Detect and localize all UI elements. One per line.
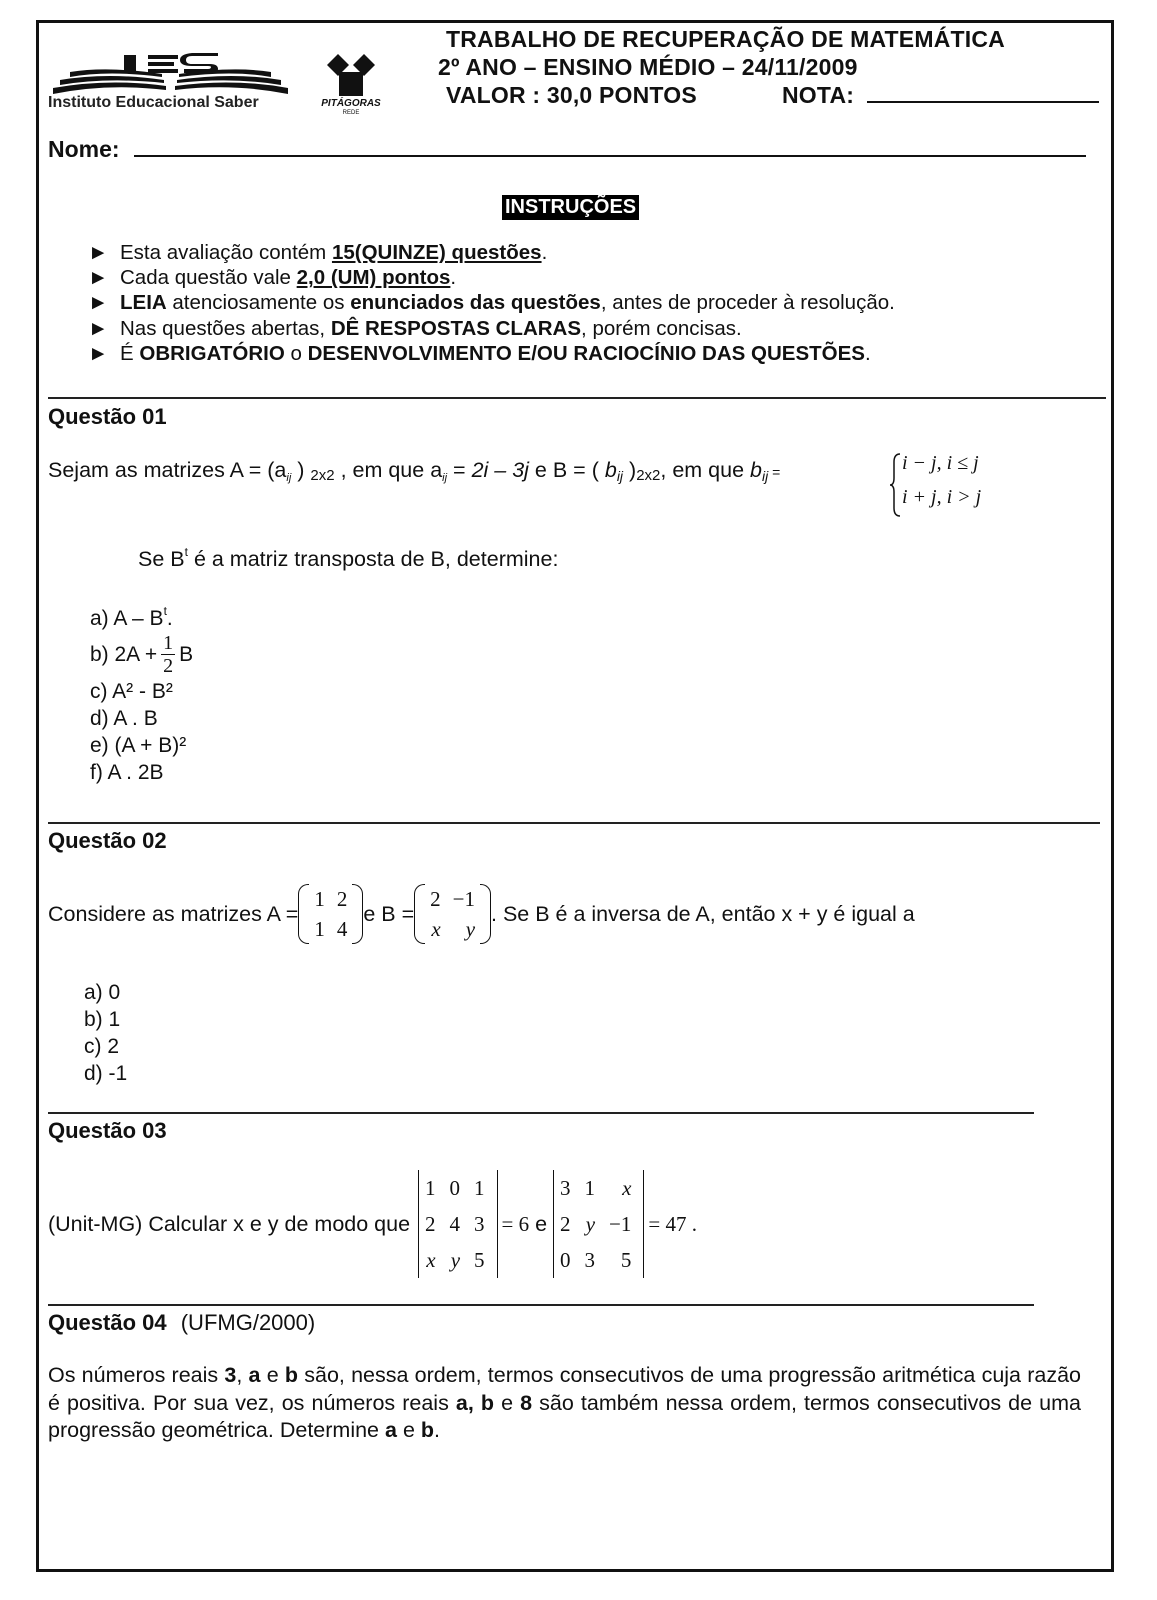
question-01-items (90, 598, 193, 786)
text: , antes de proceder à resolução. (600, 291, 895, 315)
matrix-cell: 3 (474, 1212, 485, 1236)
instruction-item (88, 316, 895, 341)
open-book-icon (48, 50, 293, 100)
subscript: 2x2 (310, 467, 335, 484)
text: , porém concisas. (581, 316, 742, 340)
matrix-cell: 0 (449, 1176, 461, 1200)
question-04-title (48, 1310, 315, 1336)
stmt-text: = (447, 458, 472, 482)
case-1: i − j, i ≤ j (902, 452, 979, 474)
subscript: 2x2 (636, 467, 661, 484)
question-04-label: Questão 04 (48, 1310, 167, 1335)
matrix-cell: 5 (620, 1248, 632, 1272)
subscript: ij (286, 472, 292, 484)
subscript: ij (616, 468, 624, 484)
name-blank[interactable] (134, 155, 1086, 157)
emphasis-text: a (385, 1418, 397, 1442)
bullet-arrow-icon: ► (88, 241, 109, 264)
stmt-text: , em que a (334, 458, 443, 482)
instruction-item (88, 265, 895, 290)
matrix-cell: 3 (584, 1248, 596, 1272)
divider (48, 397, 1106, 399)
matrix-cell: 0 (560, 1248, 571, 1272)
text: Esta avaliação contém (120, 241, 332, 264)
matrix-cell: x (431, 917, 441, 941)
question-02-options (84, 979, 127, 1087)
intro-text: é a matriz transposta de B, determine: (187, 547, 559, 571)
name-field[interactable] (48, 136, 1086, 163)
question-03-title: Questão 03 (48, 1118, 167, 1143)
text: É (120, 341, 140, 365)
b-symbol: b (604, 458, 617, 482)
stmt-text: Sejam as matrizes A = (a (48, 458, 287, 482)
item-c: c) A² - B² (90, 680, 173, 703)
name-label: Nome: (48, 136, 120, 162)
superscript: t (163, 604, 167, 618)
case-2: i + j, i > j (902, 486, 982, 508)
text: . (450, 266, 457, 290)
emphasis-text: a, b (455, 1390, 495, 1415)
matrix-cell: 2 (430, 887, 441, 911)
item-text: . (166, 607, 173, 630)
determinant-2 (553, 1170, 644, 1278)
instruction-item (88, 341, 895, 366)
answer-option: a) 0 (84, 981, 121, 1004)
matrix-cell: 1 (314, 887, 325, 911)
matrix-cell: −1 (452, 887, 476, 911)
pitagoras-diamonds-icon (316, 52, 386, 98)
emphasis-text: 2,0 (UM) pontos (296, 266, 451, 290)
emphasis-text: DÊ RESPOSTAS CLARAS (330, 316, 582, 340)
text: atenciosamente os (166, 291, 351, 315)
text: são, nessa ordem, termos consecutivos de uma progressão aritmética cuja razão é positiva. Por sua vez, os números reais (48, 1363, 1082, 1415)
question-04-source: (UFMG/2000) (180, 1310, 316, 1335)
nota-blank[interactable] (867, 101, 1099, 103)
intro-text: Se B (138, 547, 185, 571)
matrix-cell: 4 (336, 917, 348, 941)
text: . (864, 341, 871, 365)
equals-47: = 47 . (648, 1211, 697, 1236)
subscript: ij (761, 468, 769, 484)
text: e (396, 1418, 421, 1442)
grade-date: 2º ANO – ENSINO MÉDIO – 24/11/2009 (438, 54, 858, 80)
stmt-text: e B = (363, 901, 415, 926)
instructions-title: INSTRUÇÕES (502, 195, 639, 220)
item-text: B (179, 642, 194, 666)
superscript: t (184, 545, 188, 559)
emphasis-text: 3 (224, 1363, 237, 1387)
matrix-cell: −1 (609, 1212, 632, 1236)
text: e (260, 1363, 285, 1387)
formula-a: 2i – 3j (471, 458, 529, 482)
question-04-statement (48, 1362, 1081, 1445)
brace-icon (888, 452, 902, 518)
exam-title: TRABALHO DE RECUPERAÇÃO DE MATEMÁTICA (446, 26, 1005, 52)
text: , (236, 1363, 249, 1387)
matrix-a (298, 884, 363, 944)
bullet-arrow-icon: ► (88, 266, 109, 290)
question-01-title: Questão 01 (48, 404, 167, 429)
bullet-arrow-icon: ► (88, 316, 109, 340)
matrix-cell: x (622, 1176, 632, 1200)
text: . (434, 1418, 440, 1442)
matrix-cell: 5 (474, 1248, 485, 1272)
answer-option: d) -1 (84, 1062, 128, 1085)
divider (48, 1304, 1034, 1306)
determinant-1 (418, 1170, 498, 1278)
b-symbol: b (750, 458, 762, 482)
question-01-statement (48, 458, 780, 484)
matrix-cell: 1 (425, 1176, 436, 1200)
text: . (541, 241, 548, 264)
denominator: 2 (163, 654, 174, 677)
text: são também nessa ordem, termos consecutivos de uma progressão geométrica. Determine (48, 1390, 1081, 1442)
text: e (494, 1390, 521, 1415)
stmt-text: e (529, 1211, 554, 1236)
fraction-one-half (161, 632, 175, 677)
question-03-statement (48, 1170, 697, 1278)
emphasis-text: LEIA (120, 291, 167, 315)
answer-option: b) 1 (84, 1008, 121, 1031)
instruction-item (88, 240, 895, 265)
text: Os números reais (48, 1363, 225, 1387)
question-02-title: Questão 02 (48, 828, 167, 853)
nota-label: NOTA: (782, 82, 855, 108)
matrix-cell: 1 (474, 1176, 485, 1200)
equals-6: = 6 (501, 1211, 530, 1236)
stmt-text: . Se B é a inversa de A, então x + y é igual a (491, 901, 915, 926)
matrix-cell: 1 (584, 1176, 596, 1200)
answer-option: c) 2 (84, 1035, 120, 1058)
emphasis-text: 8 (520, 1390, 533, 1415)
divider (48, 1112, 1034, 1114)
stmt-text: ) (297, 458, 311, 482)
bullet-arrow-icon: ► (88, 291, 109, 315)
item-b (90, 630, 193, 678)
item-text: a) A – B (90, 607, 164, 630)
nota-field[interactable] (782, 82, 1099, 109)
stmt-text: ) (623, 458, 637, 482)
item-a (90, 598, 193, 632)
text: o (284, 341, 308, 365)
ies-logo (48, 50, 293, 120)
question-01-intro (138, 545, 558, 572)
matrix-cell: 4 (449, 1212, 461, 1236)
matrix-cell: 1 (314, 917, 325, 941)
item-d: d) A . B (90, 707, 158, 730)
matrix-cell: 2 (425, 1212, 436, 1236)
item-e: e) (A + B)² (90, 734, 187, 757)
stmt-text: Considere as matrizes A = (48, 901, 299, 926)
bullet-arrow-icon: ► (88, 341, 109, 365)
item-f: f) A . 2B (90, 761, 164, 784)
emphasis-text: DESENVOLVIMENTO E/OU RACIOCÍNIO DAS QUESTÕES (307, 341, 865, 365)
emphasis-text: b (284, 1363, 299, 1387)
item-text: b) 2A + (90, 642, 158, 666)
matrix-cell: y (450, 1248, 461, 1272)
emphasis-text: b (420, 1418, 435, 1442)
text: Nas questões abertas, (120, 316, 331, 340)
valor: VALOR : 30,0 PONTOS (446, 82, 697, 108)
stmt-text: (Unit-MG) Calcular x e y de modo que (48, 1211, 411, 1236)
instructions-list (88, 240, 895, 366)
matrix-b (414, 884, 491, 944)
subscript: ij (442, 472, 448, 484)
numerator: 1 (163, 631, 174, 654)
pitagoras-name: PITÁGORAS (321, 98, 381, 109)
emphasis-text: OBRIGATÓRIO (139, 341, 285, 365)
matrix-cell: 2 (336, 887, 348, 911)
stmt-text: e B = ( (528, 458, 605, 482)
emphasis-text: enunciados das questões (350, 291, 601, 315)
instruction-item (88, 290, 895, 315)
question-02-statement (48, 884, 915, 944)
stmt-text: = (768, 464, 781, 480)
pitagoras-logo (316, 52, 386, 122)
text: Cada questão vale (120, 266, 297, 290)
matrix-cell: y (465, 917, 476, 941)
matrix-cell: 3 (560, 1176, 571, 1200)
stmt-text: , em que (660, 458, 751, 482)
divider (48, 822, 1100, 824)
matrix-cell: 2 (560, 1212, 571, 1236)
matrix-cell: y (585, 1212, 596, 1236)
pitagoras-sub: REDE (342, 110, 360, 116)
emphasis-text: 15(QUINZE) questões (331, 241, 542, 264)
ies-subtitle: Instituto Educacional Saber (48, 94, 259, 111)
piecewise-b (888, 450, 1008, 520)
matrix-cell: x (426, 1248, 436, 1272)
emphasis-text: a (248, 1363, 261, 1387)
